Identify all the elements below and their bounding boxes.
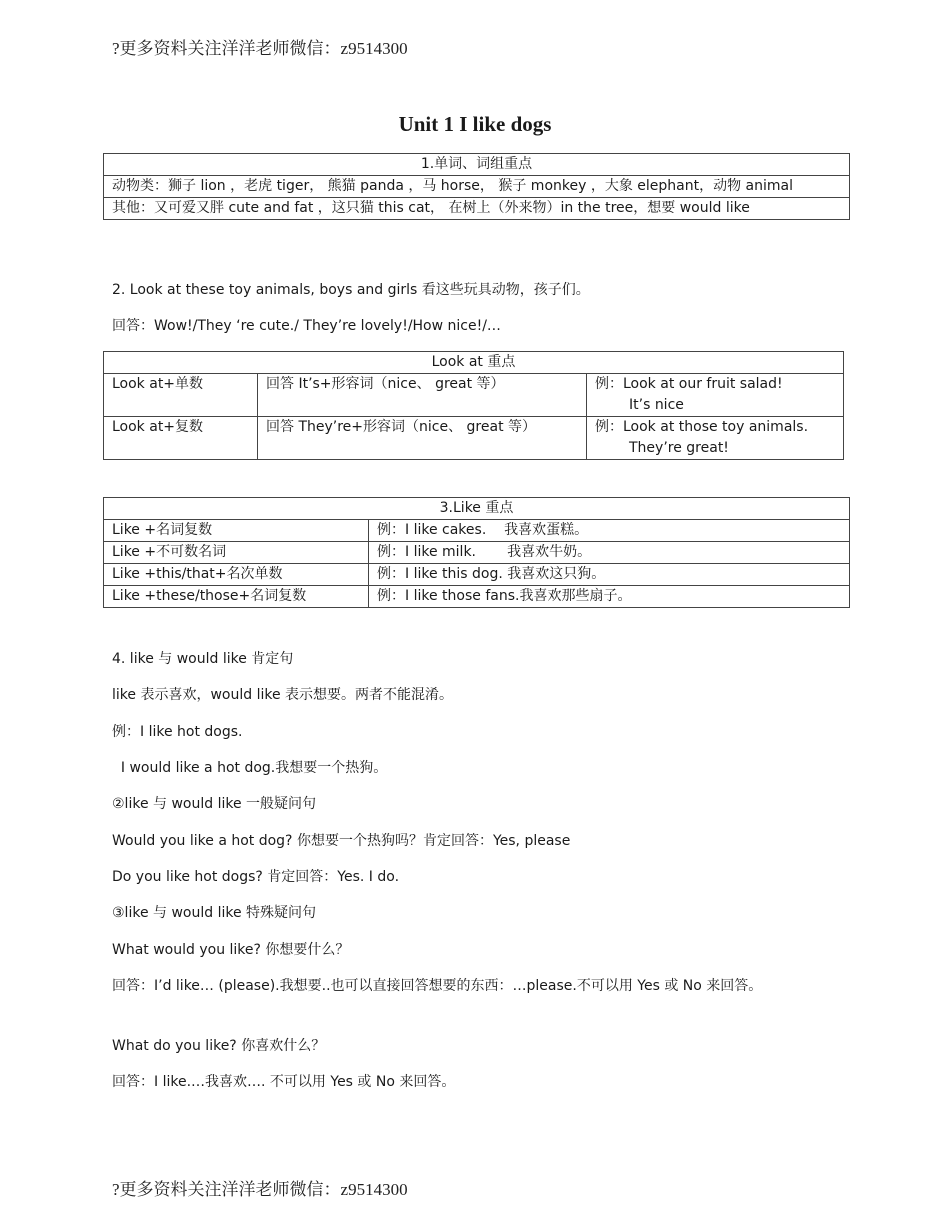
example-cell: 例：I like cakes. 我喜欢蛋糕。 bbox=[369, 520, 850, 542]
pattern-cell: Look at+复数 bbox=[104, 417, 258, 460]
example-line: 例：Look at those toy animals. bbox=[595, 419, 809, 435]
section4-heading: 4. like 与 would like 肯定句 bbox=[112, 651, 294, 667]
look-at-table bbox=[103, 351, 844, 460]
vocabulary-table-heading: 1.单词、词组重点 bbox=[104, 154, 850, 176]
example-cell: 例：I like this dog. 我喜欢这只狗。 bbox=[369, 564, 850, 586]
section4-line: 回答：I’d like… (please).我想要..也可以直接回答想要的东西：…please.不可以用 Yes 或 No 来回答。 bbox=[112, 978, 763, 994]
example-cell: 例：I like those fans.我喜欢那些扇子。 bbox=[369, 586, 850, 608]
section4-line: like 表示喜欢，would like 表示想要。两者不能混淆。 bbox=[112, 687, 454, 703]
example-line: They’re great! bbox=[629, 440, 729, 456]
example-cell: 例：I like milk. 我喜欢牛奶。 bbox=[369, 542, 850, 564]
example-line: 例：Look at our fruit salad! bbox=[595, 376, 783, 392]
pattern-cell: Like +these/those+名词复数 bbox=[104, 586, 369, 608]
section4-subheading: ③like 与 would like 特殊疑问句 bbox=[112, 905, 317, 921]
page-footer: ?更多资料关注洋洋老师微信：z9514300 bbox=[112, 1180, 408, 1199]
table-row bbox=[104, 374, 844, 417]
section2-heading: 2. Look at these toy animals, boys and girls 看这些玩具动物，孩子们。 bbox=[112, 282, 590, 298]
page-title: Unit 1 I like dogs bbox=[398, 112, 552, 136]
section2-answer: 回答：Wow!/They ‘re cute./ They’re lovely!/How nice!/… bbox=[112, 318, 501, 334]
table-row bbox=[104, 417, 844, 460]
vocabulary-table bbox=[103, 153, 850, 220]
look-at-table-heading: Look at 重点 bbox=[104, 352, 844, 374]
vocabulary-others-cell: 其他：又可爱又胖 cute and fat ，这只猫 this cat， 在树上（外来物）in the tree，想要 would like bbox=[104, 198, 850, 220]
reply-cell: 回答 They’re+形容词（nice、 great 等） bbox=[258, 417, 587, 460]
section4-subheading: ②like 与 would like 一般疑问句 bbox=[112, 796, 317, 812]
table-row bbox=[104, 542, 850, 564]
table-row bbox=[104, 586, 850, 608]
section4-line: 回答：I like.…我喜欢…. 不可以用 Yes 或 No 来回答。 bbox=[112, 1074, 456, 1090]
pattern-cell: Like +名词复数 bbox=[104, 520, 369, 542]
section4-line: 例：I like hot dogs. bbox=[112, 724, 243, 740]
example-cell bbox=[587, 417, 844, 460]
table-row bbox=[104, 564, 850, 586]
section4-line: Would you like a hot dog? 你想要一个热狗吗？肯定回答：Yes, please bbox=[112, 833, 571, 849]
section4-line: What do you like? 你喜欢什么？ bbox=[112, 1038, 326, 1054]
section4-line: What would you like? 你想要什么？ bbox=[112, 942, 350, 958]
section4-line: Do you like hot dogs? 肯定回答：Yes. I do. bbox=[112, 869, 400, 885]
pattern-cell: Like +this/that+名次单数 bbox=[104, 564, 369, 586]
reply-cell: 回答 It’s+形容词（nice、 great 等） bbox=[258, 374, 587, 417]
page-header: ?更多资料关注洋洋老师微信：z9514300 bbox=[112, 39, 408, 58]
example-cell bbox=[587, 374, 844, 417]
like-table-heading: 3.Like 重点 bbox=[104, 498, 850, 520]
vocabulary-animals-cell: 动物类：狮子 lion ，老虎 tiger， 熊猫 panda ，马 horse， 猴子 monkey ，大象 elephant，动物 animal bbox=[104, 176, 850, 198]
like-table bbox=[103, 497, 850, 608]
pattern-cell: Look at+单数 bbox=[104, 374, 258, 417]
example-line: It’s nice bbox=[629, 397, 684, 413]
table-row bbox=[104, 520, 850, 542]
pattern-cell: Like +不可数名词 bbox=[104, 542, 369, 564]
section4-line: I would like a hot dog.我想要一个热狗。 bbox=[112, 760, 388, 776]
